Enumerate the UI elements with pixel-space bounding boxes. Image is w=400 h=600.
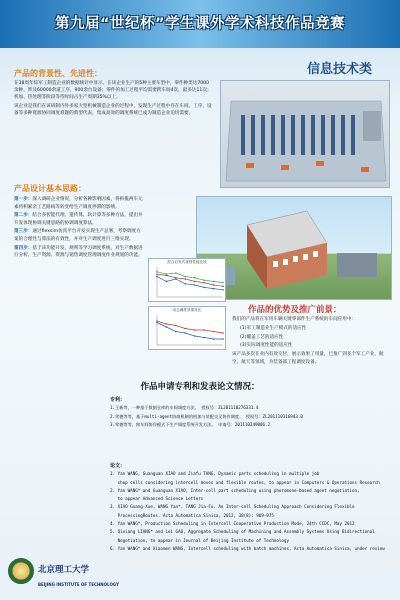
paper-label: 论文： [110,463,126,469]
paper-item: 3. XIAO Guang-Xue, WANG Yan*, TANG Jia-Fu. An Inter-cell Scheduling Approach Considering Flexible [110,504,355,510]
chart-point [213,288,215,290]
chart-series-line [157,277,223,290]
advantage-heading: 作品的优势及推广前景： [248,305,342,315]
chart-point [194,335,196,337]
chart-point [194,277,196,279]
paper-item: to appear Advanced Science Letters [110,496,204,502]
chart-point [184,283,186,285]
patents-heading: 作品申请专利和发表论文情况： [140,382,260,392]
chart-point [184,332,186,334]
chart-point [194,284,196,286]
patent-item: 2.荣德等等，基于multi-agent协商机制的机加与装配交叉协作调度。 授权号：ZL201110316943.0 [110,413,303,419]
warehouse-3d-figure [220,80,390,188]
design-step-text: 通过flexsim仿真平台开发实现生产总署，考察调度方案的合理性与算法的有效性，并对生产调度进行三维实现。 [14,229,141,242]
chart-point [222,289,224,291]
chart-point [203,287,205,289]
background-paragraph: 在38周年综军工制造企业的数据统计中显示，在该企业生产的5种主要车型中，零件种类达7000余种，涉及60000余道工序，900余台设备；零件的加工过程平均需要跨车间4次，最多达11次；机加、热处理等阶段等待时间占生产周期35%以上。 [14,81,212,101]
chart-point [175,325,177,327]
design-step-tag: 第一步： [14,197,33,202]
chart-2-title: 动态调度效果对比 [172,308,202,312]
chart-point [166,281,168,283]
chart-point [194,329,196,331]
paper-item: Negotiation, to appear in Journal of Beijing Institute of Technology [110,537,289,543]
paper-item: 6. Yan WANG* and Xiaomen WANG, Intercell scheduling with batch machines, Acta Automatica Sinica, under review [110,545,385,551]
chart-point [222,285,224,287]
chart-point [166,326,168,328]
chart-1-svg [149,259,226,302]
chart-point [175,272,177,274]
chart-point [213,338,215,340]
design-step-tag: 第三步： [14,229,33,235]
design-step-tag: 第四步： [14,245,33,251]
chart-point [184,328,186,330]
patent-label: 专利： [110,397,126,403]
chart-series-line [157,323,223,340]
chart-point [203,337,205,339]
chart-axes [157,315,223,345]
factory-drawing [197,197,392,300]
school-name-cn: 北京理工大学 [38,565,90,575]
paper-item: shop cells considering intercell moves and flexible routes, to appear in Computers & Operations Research [110,479,380,485]
background-heading: 产品的背景性、先进性： [14,69,102,78]
paper-item: 1. Yan WANG, Guanguan XIAO and Jiafu TANG, Dynamic parts scheduling in multiple job [110,471,320,477]
chart-point [184,278,186,280]
paper-item: 5. Qixiang LIANG* and Lei GAO, Aggregate Scheduling of Machining and Assembly Systems Using Bidirectional [110,529,375,535]
chart-point [222,332,224,334]
chart-point [203,282,205,284]
design-step-tag: 第二步： [14,213,33,219]
chart-point [175,277,177,279]
chart-1-title: 混合启发式规则性能比较 [167,260,207,264]
chart-point [203,279,205,281]
chart-point [213,281,215,283]
paper-item: 4. Yan WANG*, Production Scheduling in Intercell Cooperative Production Mode, 24th CCDC, May 2012 [110,521,355,527]
patents-block [110,396,390,429]
chart-2 [148,306,226,350]
chart-1 [148,258,226,302]
advantage-item: (3)实际调度性能的适应性 [240,343,293,349]
paper-item: 2. Yan WANG* and Guanguan XIAO, Inter-cell part scheduling using pheromone-based agent negotiation, [110,487,360,493]
advantage-text [232,316,392,368]
chart-point [213,331,215,333]
design-heading: 产品设计基本思路： [14,184,86,193]
background-text [14,80,212,118]
advantage-paragraph: 我们的产品将在军用车辆关键零部件生产系统的车间应用中： [232,317,357,322]
design-step [14,245,144,260]
chart-point [194,281,196,283]
chart-point [156,276,158,278]
page-title: 第九届“世纪杯”学生课外学术科技作品竞赛 [54,16,346,32]
design-step-text: 深入调研企业情况，分析各种影响因素，将拆揽两车元素将积累杂工艺路线等转变给生产调度停滞的影响。 [14,197,143,210]
design-step-text: 基于该功能开发、规则等学习调度系统，对生产数据进行分析、生产资源、资源与销售调度管理调度作业规划的功能。 [14,245,143,259]
warehouse-drawing [221,81,390,188]
advantage-item: (1)军工制造业生产模式的适应性 [240,325,307,331]
patent-item: 3.荣德等等，跨车间协作模式下生产调度系统开发方法。 申请号：201110249806.2 [110,421,271,427]
design-step [14,228,144,243]
chart-point [156,322,158,324]
chart-point [166,323,168,325]
paper-item: ProcessingRoutes. Acta Automatica Sinica, 2012, 38(8): 969-975 [110,512,274,518]
school-name-en: BEIJING INSTITUTE OF TECHNOLOGY [38,582,119,587]
background-paragraph: 该企业是我们在该研制内外多家大型机械制造企业的过程中，发现生产过程中存在车间、工序、设备等多种资源协同调度难题的典型代表，集成高效的调度系统已成为制造企业迫切需要。 [14,103,212,116]
chart-point [175,331,177,333]
design-step [14,212,144,227]
papers-block [110,462,392,553]
school-logo-icon [8,558,34,584]
advantage-paragraph: 该产品多次在业内有效交付，展示效果了用量，已推广到多个军工产业、航空、航天等领域，为装备部工程调度设备。 [232,352,384,365]
chart-point [166,273,168,275]
chart-point [203,329,205,331]
chart-point [222,338,224,340]
patent-item: 1.王新等，一种基于数据仓库的车间调度方法。 授权号：ZL201110276331.4 [110,405,259,411]
design-steps [14,196,144,261]
chart-point [156,271,158,273]
design-step-text: 结合多智能代理、遗传算、软计算等多种方法，提出并开发体现协调关键思路的协调调度算法。 [14,213,143,226]
chart-2-svg [149,307,226,350]
design-step [14,196,144,211]
chart-point [156,273,158,275]
chart-point [213,284,215,286]
advantage-item: (2)覆盖工艺的适应性 [240,334,284,340]
chart-point [184,276,186,278]
chart-point [156,320,158,322]
category-label: 信息技术类 [306,62,372,77]
chart-point [222,282,224,284]
